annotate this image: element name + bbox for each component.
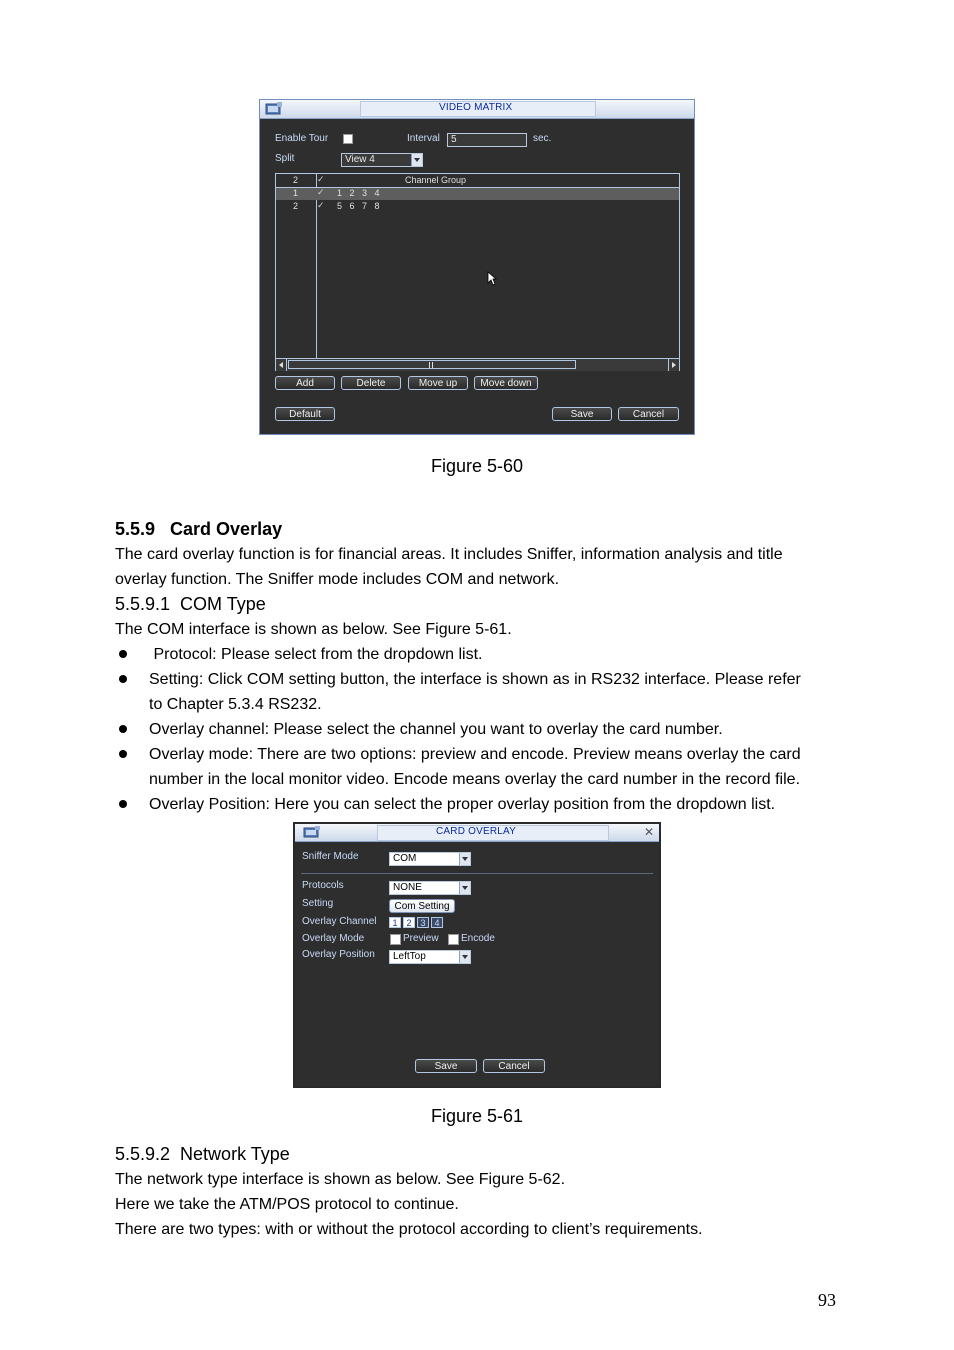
- cancel-button[interactable]: Cancel: [618, 407, 679, 421]
- figure-caption: Figure 5-60: [430, 456, 524, 476]
- channel-1-toggle[interactable]: 1: [389, 917, 401, 928]
- table-header: [276, 174, 679, 188]
- table-row[interactable]: [276, 201, 679, 213]
- section-heading: 5.5.9 Card Overlay: [115, 519, 283, 539]
- delete-button[interactable]: Delete: [341, 376, 401, 390]
- subsection-line: The network type interface is shown as below. See Figure 5-62.: [115, 1171, 566, 1188]
- section-paragraph-line: The card overlay function is for financial areas. It includes Sniffer, information analysis and title: [115, 546, 783, 563]
- page-number: 93: [818, 1290, 836, 1310]
- window-title: VIDEO MATRIX: [439, 102, 513, 113]
- row-check-icon[interactable]: ✓: [317, 200, 325, 210]
- window-title: CARD OVERLAY: [436, 826, 517, 837]
- save-button[interactable]: Save: [552, 407, 612, 421]
- bullet-icon: [119, 675, 127, 683]
- bullet-icon: [119, 750, 127, 758]
- figure-caption: Figure 5-61: [430, 1106, 524, 1126]
- preview-checkbox[interactable]: [390, 934, 401, 945]
- sniffer-mode-value: COM: [393, 853, 417, 864]
- overlay-mode-label: Overlay Mode: [302, 933, 365, 944]
- split-label: Split: [275, 153, 295, 164]
- encode-label: Encode: [461, 933, 495, 944]
- chevron-down-icon: [459, 882, 470, 894]
- bullet-icon: [119, 650, 127, 658]
- window-app-icon: [265, 102, 283, 116]
- add-button[interactable]: Add: [275, 376, 335, 390]
- setting-label: Setting: [302, 898, 334, 909]
- channel-4-toggle[interactable]: 4: [431, 917, 443, 928]
- interval-label: Interval: [407, 133, 440, 144]
- preview-label: Preview: [403, 933, 439, 944]
- interval-input[interactable]: 5: [447, 133, 527, 147]
- bullet-icon: [119, 725, 127, 733]
- video-matrix-titlebar: [260, 100, 694, 119]
- enable-tour-checkbox[interactable]: [343, 134, 353, 144]
- header-check-icon[interactable]: ✓: [317, 174, 325, 184]
- subsection-line: There are two types: with or without the protocol according to client’s requirements.: [115, 1221, 703, 1238]
- subsection-heading: 5.5.9.1 COM Type: [115, 594, 266, 614]
- cancel-button[interactable]: Cancel: [483, 1059, 545, 1073]
- mouse-cursor-icon: [487, 271, 497, 286]
- bullet-text: Setting: Click COM setting button, the interface is shown as in RS232 interface. Please refer: [149, 671, 801, 688]
- bullet-text: Protocol: Please select from the dropdown list.: [149, 646, 483, 663]
- com-setting-button[interactable]: Com Setting: [389, 899, 455, 913]
- chevron-down-icon: [459, 853, 470, 865]
- protocols-label: Protocols: [302, 880, 344, 891]
- subsection-heading: 5.5.9.2 Network Type: [115, 1144, 290, 1164]
- scroll-left-icon[interactable]: [276, 359, 287, 371]
- close-icon[interactable]: ✕: [644, 825, 655, 839]
- table-row[interactable]: [276, 188, 679, 200]
- channel-group-table: [275, 173, 680, 371]
- section-paragraph-line: overlay function. The Sniffer mode includes COM and network.: [115, 571, 560, 588]
- protocols-select[interactable]: [389, 881, 471, 895]
- bullet-text: number in the local monitor video. Encode means overlay the card number in the record file.: [149, 771, 801, 788]
- bullet-icon: [119, 800, 127, 808]
- default-button[interactable]: Default: [275, 407, 335, 421]
- split-select[interactable]: [341, 153, 423, 167]
- channel-3-toggle[interactable]: 3: [417, 917, 429, 928]
- scroll-thumb[interactable]: [288, 360, 576, 369]
- protocols-value: NONE: [393, 882, 422, 893]
- video-matrix-window: [259, 99, 695, 435]
- card-overlay-titlebar: [295, 824, 659, 842]
- overlay-position-label: Overlay Position: [302, 949, 375, 960]
- overlay-position-select[interactable]: [389, 950, 471, 964]
- scroll-right-icon[interactable]: [668, 359, 679, 371]
- channel-2-toggle[interactable]: 2: [403, 917, 415, 928]
- header-count: 2: [293, 175, 299, 185]
- subsection-intro: The COM interface is shown as below. See Figure 5-61.: [115, 621, 512, 638]
- chevron-down-icon: [411, 154, 422, 166]
- window-app-icon: [303, 826, 321, 839]
- overlay-position-value: LeftTop: [393, 951, 426, 962]
- bullet-text: to Chapter 5.3.4 RS232.: [149, 696, 322, 713]
- bullet-text: Overlay Position: Here you can select the proper overlay position from the dropdown list.: [149, 796, 776, 813]
- horizontal-scrollbar[interactable]: [276, 358, 679, 371]
- move-down-button[interactable]: Move down: [474, 376, 538, 390]
- sniffer-mode-label: Sniffer Mode: [302, 851, 359, 862]
- encode-checkbox[interactable]: [448, 934, 459, 945]
- row-number: 2: [293, 201, 299, 211]
- sniffer-mode-select[interactable]: [389, 852, 471, 866]
- split-select-value: View 4: [345, 154, 375, 165]
- divider: [301, 873, 653, 874]
- row-channels: 5 6 7 8: [337, 201, 380, 211]
- header-channel-group: Channel Group: [405, 175, 467, 185]
- bullet-text: Overlay channel: Please select the channel you want to overlay the card number.: [149, 721, 723, 738]
- save-button[interactable]: Save: [415, 1059, 477, 1073]
- move-up-button[interactable]: Move up: [408, 376, 468, 390]
- row-check-icon[interactable]: ✓: [317, 187, 325, 197]
- row-number: 1: [293, 188, 299, 198]
- overlay-channel-label: Overlay Channel: [302, 916, 377, 927]
- chevron-down-icon: [459, 951, 470, 963]
- card-overlay-window: [293, 822, 661, 1088]
- subsection-line: Here we take the ATM/POS protocol to continue.: [115, 1196, 459, 1213]
- row-channels: 1 2 3 4: [337, 188, 380, 198]
- interval-unit: sec.: [533, 133, 552, 144]
- enable-tour-label: Enable Tour: [275, 133, 329, 144]
- bullet-text: Overlay mode: There are two options: preview and encode. Preview means overlay the card: [149, 746, 801, 763]
